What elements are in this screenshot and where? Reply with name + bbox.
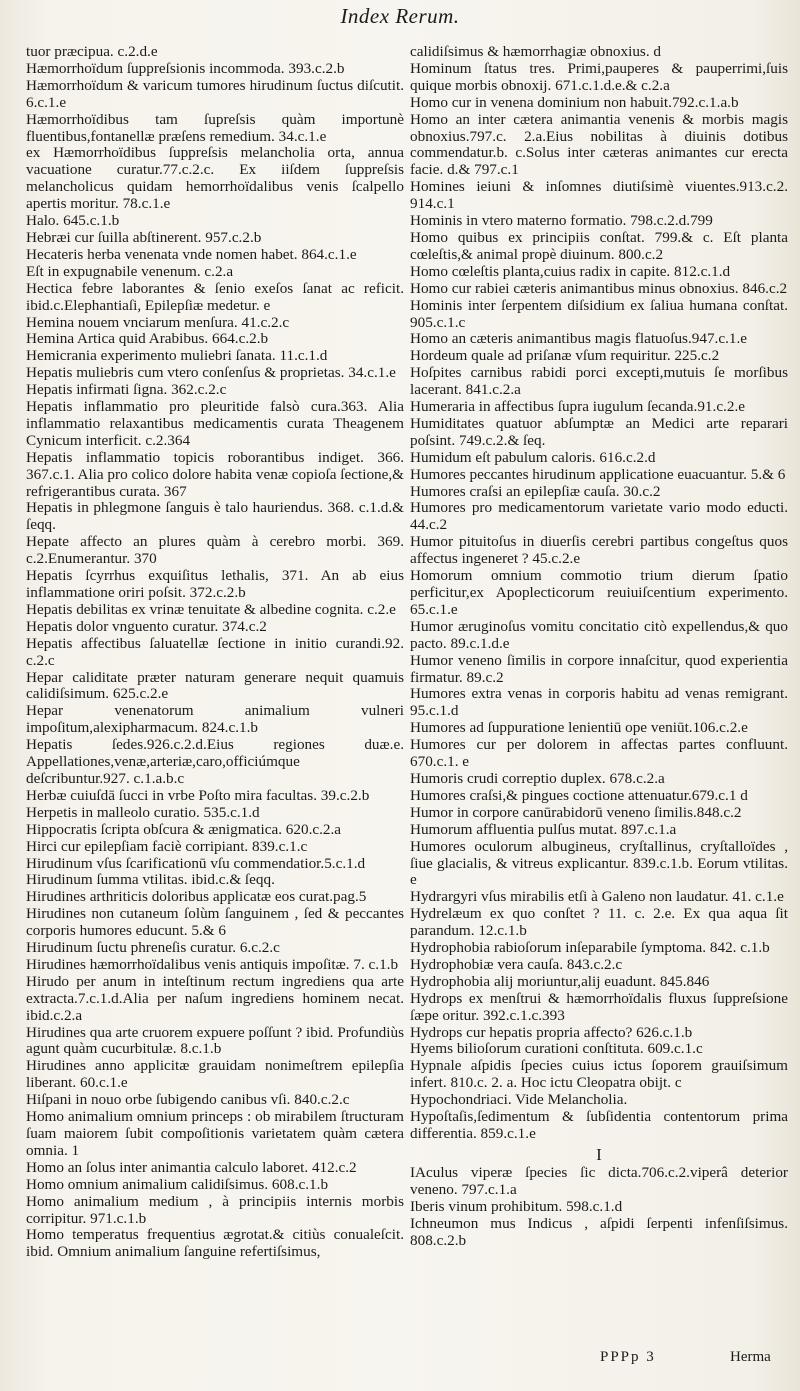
index-entry: Hypnale aſpidis ſpecies cuius ictus ſoporem grauiſsimum infert. 810.c. 2. a. Hoc ictu Cleopatra obijt. c: [410, 1057, 788, 1092]
index-entry: Hypoſtaſis,ſedimentum & ſubſidentia contentorum prima differentia. 859.c.1.e: [410, 1108, 788, 1142]
index-entry: Hydrophobia rabioſorum inſeparabile ſymptoma. 842. c.1.b: [410, 939, 770, 957]
index-entry: Hirudines hæmorrhoïdalibus venis antiquis impoſitæ. 7. c.1.b: [26, 955, 399, 973]
catchword: Herma: [730, 1349, 771, 1365]
index-entry: Hæmorrhoïdibus tam ſupreſsis quàm importunè fluentibus,fontanellæ præſens remedium. 34.c.1.e: [26, 110, 404, 145]
index-entry: ex Hæmorrhoïdibus ſuppreſsis melancholia orta, annua vacuatione curatur.77.c.2.c. Ex iiſdem ſuppreſsis melancholicus quidam hemorrhoïdalibus venis ſcalpello apertis moritur. 78.c.1.e: [26, 144, 404, 213]
index-entry: Hepatis inflammatio pro pleuritide falsò cura.363. Alia inflammatio relaxantibus medicamentis curata Theagenem Cynicum interficit. c.2.364: [26, 398, 404, 449]
index-entry: IAculus viperæ ſpecies ſic dicta.706.c.2.viperâ deterior veneno. 797.c.1.a: [410, 1163, 788, 1198]
index-entry: Hydrelæum ex quo conſtet ? 11. c. 2.e. Ex qua aqua ſit parandum. 12.c.1.b: [410, 905, 788, 940]
index-entry: Hepatis affectibus ſaluatellæ ſectione in initio curandi.92. c.2.c: [26, 634, 404, 669]
index-entry: Hepatis inflammatio topicis roborantibus indiget. 366. 367.c.1. Alia pro colico dolore habita venæ copioſa ſectione,& refrigerantibus curata. 367: [26, 448, 404, 500]
index-entry: Humores oculorum albugineus, cryſtallinus, cryſtalloïdes , ſiue glacialis, & vitreus explicantur. 839.c.1.b. Eorum vtilitas. e: [410, 837, 788, 889]
index-entry: Humor veneno ſimilis in corpore innaſcitur, quod experientia firmatur. 89.c.2: [410, 651, 788, 686]
index-entry: Hecateris herba venenata vnde nomen habet. 864.c.1.e: [26, 245, 357, 263]
index-entry: Halo. 645.c.1.b: [26, 212, 120, 230]
index-entry: Homo omnium animalium calidiſsimus. 608.c.1.b: [26, 1175, 329, 1193]
index-entry: Humores extra venas in corporis habitu ad venas remigrant. 95.c.1.d: [410, 685, 788, 720]
index-entry: Humoris crudi correptio duplex. 678.c.2.a: [410, 769, 665, 787]
index-entry: Hordeum quale ad priſanæ vſum requiritur. 225.c.2: [410, 347, 720, 365]
index-entry: Herpetis in malleolo curatio. 535.c.1.d: [26, 803, 260, 821]
index-entry: Homo cur rabiei cæteris animantibus minus obnoxius. 846.c.2: [410, 279, 788, 297]
index-entry: Hæmorrhoïdum ſuppreſsionis incommoda. 393.c.2.b: [26, 59, 345, 77]
index-entry: Hydrophobiæ vera cauſa. 843.c.2.c: [410, 955, 623, 973]
index-entry: Hominis in vtero materno formatio. 798.c.2.d.799: [410, 212, 713, 230]
index-entry: Hirudines anno applicitæ grauidam nonimeſtrem epilepſia liberant. 60.c.1.e: [26, 1057, 404, 1092]
index-entry: Humidum eſt pabulum caloris. 616.c.2.d: [410, 448, 656, 466]
index-entry: Ichneumon mus Indicus , aſpidi ſerpenti infenſiſsimus. 808.c.2.b: [410, 1214, 788, 1249]
section-letter: I: [596, 1144, 602, 1164]
index-entry: Homo an cæteris animantibus magis flatuoſus.947.c.1.e: [410, 330, 748, 348]
index-entry: Humores pro medicamentorum varietate vario modo educti. 44.c.2: [410, 499, 788, 534]
index-entry: Hebræi cur ſuilla abſtinerent. 957.c.2.b: [26, 228, 262, 246]
index-entry: Hæmorrhoïdum & varicum tumores hirudinum ſuctus diſcutit. 6.c.1.e: [26, 76, 404, 111]
index-entry: Hepatis muliebris cum vtero conſenſus & proprietas. 34.c.1.e: [26, 364, 396, 382]
index-entry: Hirudinum ſumma vtilitas. ibid.c.& ſeqq.: [26, 871, 275, 889]
index-entry: Humores cur per dolorem in affectas partes confluunt. 670.c.1. e: [410, 736, 788, 771]
index-entry: Hirudines qua arte cruorem expuere poſſunt ? ibid. Profundiùs agunt quàm cucurbitulæ. 8.c.1.b: [26, 1023, 404, 1058]
index-entry: Hepatis dolor vnguento curatur. 374.c.2: [26, 617, 267, 635]
index-entry: Hemina nouem vnciarum menſura. 41.c.2.c: [26, 313, 290, 331]
index-entry: Hirudines non cutaneum ſolùm ſanguinem , ſed & peccantes corporis humores educunt. 5.& 6: [26, 905, 404, 940]
index-entry: Hepatis in phlegmone ſanguis è talo hauriendus. 368. c.1.d.& ſeqq.: [26, 499, 404, 534]
index-entry: Hydrops ex menſtrui & hæmorrhoïdalis fluxus ſuppreſsione ſæpe oritur. 392.c.1.c.393: [410, 989, 788, 1024]
index-entry: Hirudines arthriticis doloribus applicatæ eos curat.pag.5: [26, 888, 367, 906]
index-entry: Homo temperatus frequentius ægrotat.& citiùs conualeſcit. ibid. Omnium animalium ſanguine refertiſsimus,: [26, 1226, 404, 1261]
index-entry: Hepatis ſcyrrhus exquiſitus lethalis, 371. An ab eius inflammatione oriri poſsit. 372.c.2.b: [26, 567, 404, 601]
index-entry: Eſt in expugnabile venenum. c.2.a: [26, 262, 234, 280]
index-entry: Hoſpites carnibus rabidi porci excepti,mutuis ſe morſibus lacerant. 841.c.2.a: [410, 364, 788, 399]
index-entry: Hypochondriaci. Vide Melancholia.: [410, 1091, 628, 1109]
index-entry: Hyems bilioſorum curationi conſtituta. 609.c.1.c: [410, 1040, 703, 1058]
index-entry: Hirudinum vſus ſcarificationū vſu commendatior.5.c.1.d: [26, 854, 366, 872]
index-entry: Homo quibus ex principiis conſtat. 799.& c. Eſt planta cœleſtis,& animal propè diuinum. 800.c.2: [410, 228, 788, 263]
index-entry: Hepatis ſedes.926.c.2.d.Eius regiones duæ.e. Appellationes,venæ,arteriæ,caro,officiúmque deſcribuntur.927. c.1.a.b.c: [26, 736, 404, 787]
right-column: [410, 44, 788, 1249]
index-entry: Humores craſsi an epilepſiæ cauſa. 30.c.2: [410, 482, 661, 500]
index-entry: Hydrophobia alij moriuntur,alij euadunt. 845.846: [410, 972, 710, 990]
index-entry: Humiditates quatuor abſumptæ an Medici arte reparari poſsint. 749.c.2.& ſeq.: [410, 414, 788, 449]
index-entry: Humor in corpore canūrabidorū veneno ſimilis.848.c.2: [410, 803, 742, 821]
index-entry: Humores peccantes hirudinum applicatione euacuantur. 5.& 6: [410, 465, 786, 483]
index-entry: Humores craſsi,& pingues coctione attenuatur.679.c.1 d: [410, 786, 748, 804]
index-entry: Hectica febre laborantes & ſenio exeſos ſanat ac reficit. ibid.c.Elephantiaſi, Epilepſiæ medetur. e: [26, 279, 404, 314]
signature-mark: PPPp 3: [600, 1349, 656, 1365]
index-entry: Humor æruginoſus vomitu concitatio citò expellendus,& quo pacto. 89.c.1.d.e: [410, 617, 788, 652]
index-entry: Hydrops cur hepatis propria affecto? 626.c.1.b: [410, 1023, 693, 1041]
index-entry: Homorum omnium commotio trium dierum ſpatio perficitur,ex Apoplecticorum reuiuiſcentium experimento. 65.c.1.e: [410, 567, 788, 618]
left-column: [26, 44, 404, 1261]
index-entry: Hirudinum ſuctu phreneſis curatur. 6.c.2.c: [26, 939, 280, 957]
index-entry: Herbæ cuiuſdā ſucci in vrbe Poſto mira facultas. 39.c.2.b: [26, 786, 370, 804]
index-entry: Hepar caliditate præter naturam generare nequit quamuis calidiſsimum. 625.c.2.e: [26, 668, 404, 703]
page-title: Index Rerum.: [340, 4, 460, 28]
index-entry: Hirudo per anum in inteſtinum rectum ingrediens qua arte extracta.7.c.1.d.Alia per naſum ingrediens hominem necat. ibid.c.2.a: [26, 972, 404, 1024]
index-entry: calidiſsimus & hæmorrhagiæ obnoxius. d: [410, 43, 662, 60]
index-entry: Hominis inter ſerpentem diſsidium ex ſaliua humana conſtat. 905.c.1.c: [410, 296, 788, 331]
index-entry: Homo cur in venena dominium non habuit.792.c.1.a.b: [410, 93, 739, 111]
index-entry: Hepatis infirmati ſigna. 362.c.2.c: [26, 381, 227, 399]
index-entry: tuor præcipua. c.2.d.e: [26, 43, 158, 60]
index-entry: Humeraria in affectibus ſupra iugulum ſecanda.91.c.2.e: [410, 398, 745, 416]
index-entry: Homo cœleſtis planta,cuius radix in capite. 812.c.1.d: [410, 262, 731, 280]
index-entry: Hominum ſtatus tres. Primi,pauperes & pauperrimi,ſuis quique morbis obnoxij. 671.c.1.d.e.& c.2.a: [410, 59, 788, 94]
index-entry: Hirci cur epilepſiam faciè corripiant. 839.c.1.c: [26, 837, 308, 855]
index-entry: Humor pituitoſus in diuerſis cerebri partibus congeſtus quos affectus ingeneret ? 45.c.2.e: [410, 533, 788, 568]
index-entry: Homo animalium medium , à principiis internis morbis corripitur. 971.c.1.b: [26, 1192, 404, 1227]
index-entry: Humores ad ſuppuratione lenientiū ope veniūt.106.c.2.e: [410, 719, 748, 737]
index-entry: Hemicrania experimento muliebri ſanata. 11.c.1.d: [26, 347, 328, 365]
index-entry: Hepate affecto an plures quàm à cerebro morbi. 369. c.2.Enumerantur. 370: [26, 533, 404, 568]
index-entry: Homo an ſolus inter animantia calculo laboret. 412.c.2: [26, 1158, 357, 1176]
index-entry: Homines ieiuni & inſomnes diutiſsimè viuentes.913.c.2. 914.c.1: [410, 178, 788, 213]
index-entry: Hepatis debilitas ex vrinæ tenuitate & albedine cognita. c.2.e: [26, 600, 396, 618]
index-entry: Hemina Artica quid Arabibus. 664.c.2.b: [26, 330, 269, 348]
index-entry: Homo animalium omnium princeps : ob mirabilem ſtructuram ſuam maiorem ſubit compoſitionis varietatem quàm cætera omnia. 1: [26, 1108, 404, 1159]
index-entry: Hydrargyri vſus mirabilis etſi à Galeno non laudatur. 41. c.1.e: [410, 888, 784, 906]
index-entry: Hippocratis ſcripta obſcura & ænigmatica. 620.c.2.a: [26, 820, 342, 838]
index-entry: Hiſpani in nouo orbe ſubigendo canibus vſi. 840.c.2.c: [26, 1091, 350, 1109]
index-entry: Humorum affluentia pulſus mutat. 897.c.1.a: [410, 820, 677, 838]
index-entry: Iberis vinum prohibitum. 598.c.1.d: [410, 1197, 623, 1215]
index-entry: Homo an inter cætera animantia venenis & morbis magis obnoxius.797.c. 2.a.Eius nobilitas à diuinis dotibus commendatur.b. c.Solus inter cæteras animantes cur erecta facie. d.& 797.c.1: [410, 110, 788, 179]
index-entry: Hepar venenatorum animalium vulneri impoſitum,alexipharmacum. 824.c.1.b: [26, 702, 404, 737]
